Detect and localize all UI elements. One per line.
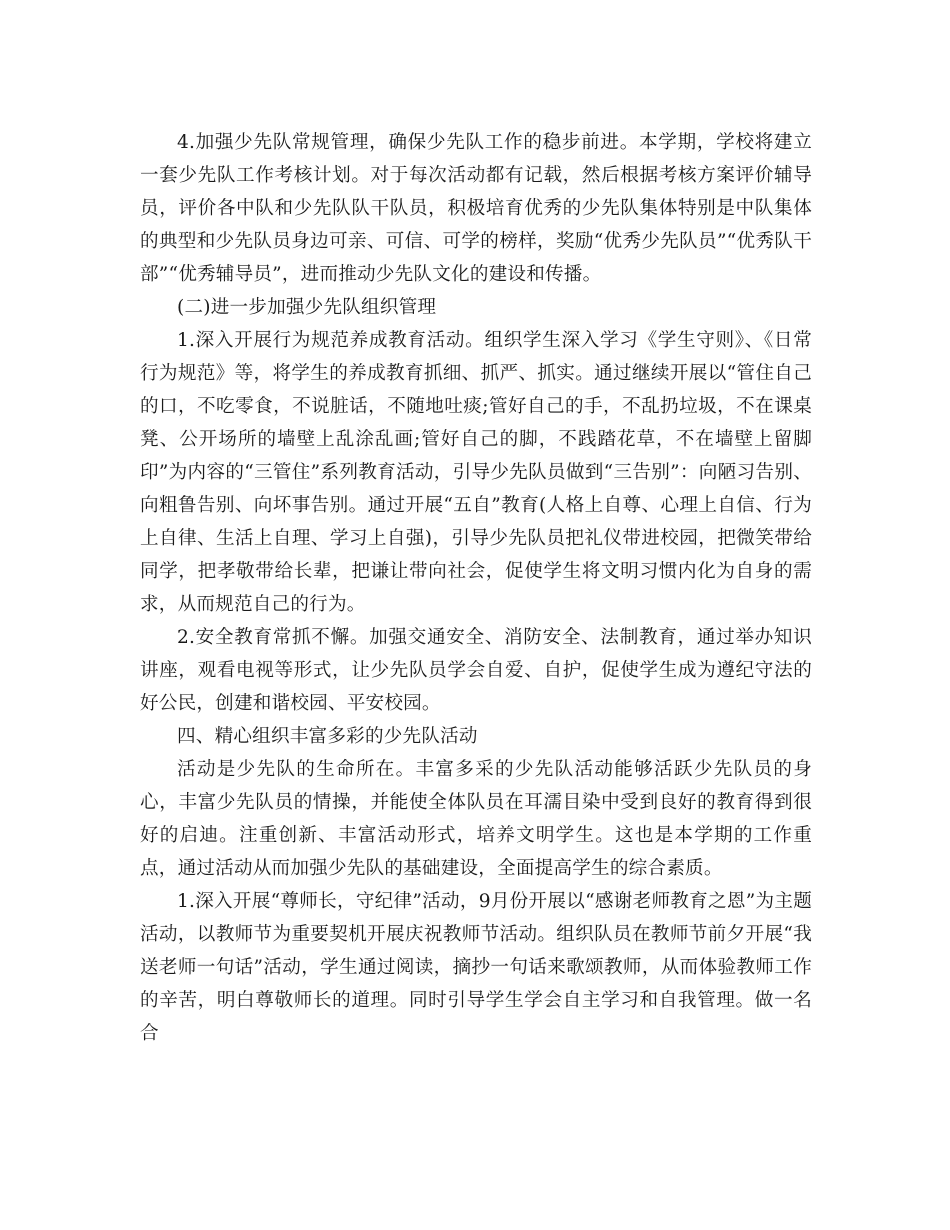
paragraph-behavior-norms: 1.深入开展行为规范养成教育活动。组织学生深入学习《学生守则》、《日常行为规范》等，将学生的养成教育抓细、抓严、抓实。通过继续开展以“管住自己的口，不吃零食，不说脏话，不随地吐痰;管好自己的手，不乱扔垃圾，不在课桌凳、公开场所的墙壁上乱涂乱画;管好自己的脚，不践踏花草，不在墙壁上留脚印”为内容的“三管住”系列教育活动，引导少先队员做到“三告别”：向陋习告别、向粗鲁告别、向坏事告别。通过开展“五自”教育(人格上自尊、心理上自信、行为上自律、生活上自理、学习上自强)，引导少先队员把礼仪带进校园，把微笑带给同学，把孝敬带给长辈，把谦让带向社会，促使学生将文明习惯内化为自身的需求，从而规范自己的行为。	[140, 330, 812, 615]
paragraph-respect-teachers: 1.深入开展“尊师长，守纪律”活动，9月份开展以“感谢老师教育之恩”为主题活动，以教师节为重要契机开展庆祝教师节活动。组织队员在教师节前夕开展“我送老师一句话”活动，学生通过阅读，摘抄一句话来歌颂教师，从而体验教师工作的辛苦，明白尊敬师长的道理。同时引导学生学会自主学习和自我管理。做一名合	[140, 891, 812, 1044]
document-body	[140, 126, 812, 1050]
heading-organization-management: (二)进一步加强少先队组织管理	[177, 297, 437, 318]
paragraph-activities-intro: 活动是少先队的生命所在。丰富多采的少先队活动能够活跃少先队员的身心，丰富少先队员的情操，并能使全体队员在耳濡目染中受到良好的教育得到很好的启迪。注重创新、丰富活动形式，培养文明学生。这也是本学期的工作重点，通过活动从而加强少先队的基础建设，全面提高学生的综合素质。	[140, 759, 812, 879]
paragraph-regular-management: 4.加强少先队常规管理，确保少先队工作的稳步前进。本学期，学校将建立一套少先队工作考核计划。对于每次活动都有记载，然后根据考核方案评价辅导员，评价各中队和少先队队干队员，积极培育优秀的少先队集体特别是中队集体的典型和少先队员身边可亲、可信、可学的榜样，奖励“优秀少先队员”“优秀队干部”“优秀辅导员”，进而推动少先队文化的建设和传播。	[140, 132, 812, 285]
heading-section-four-activities: 四、精心组织丰富多彩的少先队活动	[177, 726, 478, 747]
paragraph-safety-education: 2.安全教育常抓不懈。加强交通安全、消防安全、法制教育，通过举办知识讲座，观看电视等形式，让少先队员学会自爱、自护，促使学生成为遵纪守法的好公民，创建和谐校园、平安校园。	[140, 627, 812, 714]
